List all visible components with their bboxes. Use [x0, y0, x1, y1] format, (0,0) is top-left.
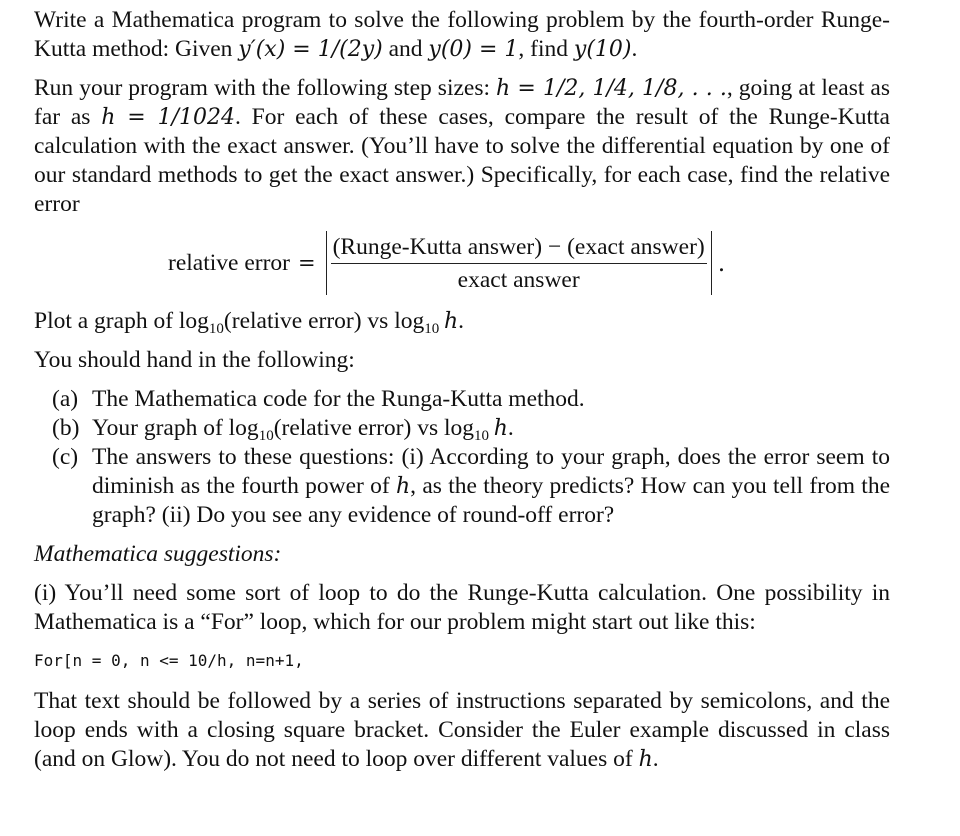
- text-run: .: [458, 308, 464, 334]
- text-run: , as the theory predicts? How can you tell from the graph? (ii) Do you see any evidence of round-off error?: [92, 473, 890, 528]
- item-marker: (c): [52, 444, 79, 470]
- math-min-step: h = 1/1024: [101, 105, 236, 130]
- item-marker: (b): [52, 415, 80, 441]
- formula-period: .: [717, 248, 726, 277]
- text-run: (relative error) vs log: [223, 308, 425, 334]
- item-text: [92, 443, 890, 530]
- loop-suggestion: (i) You’ll need some sort of loop to do the Runge-Kutta calculation. One possibility in Mathematica is a “For” loop, which for our problem might start out like this:: [34, 580, 890, 635]
- list-item: [52, 414, 890, 443]
- absolute-value-bars: [326, 231, 712, 295]
- math-ode: y′(x) = 1/(2y): [238, 37, 383, 62]
- text-run: .: [631, 36, 638, 62]
- math-target: y(10): [573, 37, 632, 62]
- subscript: 10: [474, 428, 489, 444]
- problem-document: [34, 6, 890, 774]
- item-text: [92, 414, 890, 443]
- text-run: Write a Mathematica program to solve the following problem by the fourth-order Runge-Kutta method: Given: [34, 7, 890, 62]
- relative-error-formula: [168, 231, 890, 295]
- text-run: .: [507, 415, 514, 441]
- fraction: [331, 231, 707, 295]
- text-run: and: [382, 36, 429, 62]
- text-run: Run your program with the following step sizes:: [34, 75, 497, 101]
- math-h: h: [638, 747, 653, 772]
- loop-explanation: [34, 687, 890, 774]
- text-run: . For each of these cases, compare the result of the Runge-Kutta calculation with the exact answer. (You’ll have to solve the differential equation by one of our standard methods to get the exact answer.) Specifically, for each case, find the relative error: [34, 104, 890, 217]
- text-run: .: [652, 746, 659, 772]
- text-run: That text should be followed by a series of instructions separated by semicolons, and the loop ends with a closing square bracket. Consider the Euler example discussed in class (and on Glow). You do not need to loop over different values of: [34, 688, 890, 772]
- item-text: The Mathematica code for the Runga-Kutta method.: [92, 386, 585, 412]
- fraction-numerator: (Runge-Kutta answer) − (exact answer): [331, 234, 707, 264]
- subscript: 10: [208, 321, 224, 337]
- math-h: h: [396, 474, 411, 499]
- hand-in-intro: You should hand in the following:: [34, 347, 355, 373]
- fraction-denominator: exact answer: [457, 266, 580, 293]
- step-size-instructions: [34, 74, 890, 219]
- text-run: (relative error) vs log: [273, 415, 474, 441]
- code-snippet: For[n = 0, n <= 10/h, n=n+1,: [34, 651, 304, 670]
- deliverables-list: [52, 385, 890, 530]
- math-h: h: [493, 416, 508, 441]
- math-initial-condition: y(0) = 1: [428, 37, 519, 62]
- formula-label: relative error: [168, 249, 290, 276]
- plot-instruction: [34, 307, 890, 336]
- subscript: 10: [258, 428, 274, 444]
- formula-equals: =: [298, 250, 316, 275]
- text-run: , find: [518, 36, 574, 62]
- math-h: h: [443, 309, 459, 334]
- text-run: Plot a graph of log: [34, 308, 209, 334]
- text-run: Your graph of log: [92, 415, 259, 441]
- list-item: [52, 385, 890, 414]
- text-run: The answers to these questions: (i) According to your graph, does the error seem to diminish as the fourth power of: [92, 444, 890, 499]
- text-run: , going at least as far as: [34, 75, 890, 130]
- section-heading: Mathematica suggestions:: [34, 541, 282, 567]
- problem-statement: [34, 6, 890, 64]
- item-marker: (a): [52, 386, 79, 412]
- subscript: 10: [424, 321, 440, 337]
- math-step-sizes: h = 1/2, 1/4, 1/8, . . .: [496, 76, 727, 101]
- list-item: [52, 443, 890, 530]
